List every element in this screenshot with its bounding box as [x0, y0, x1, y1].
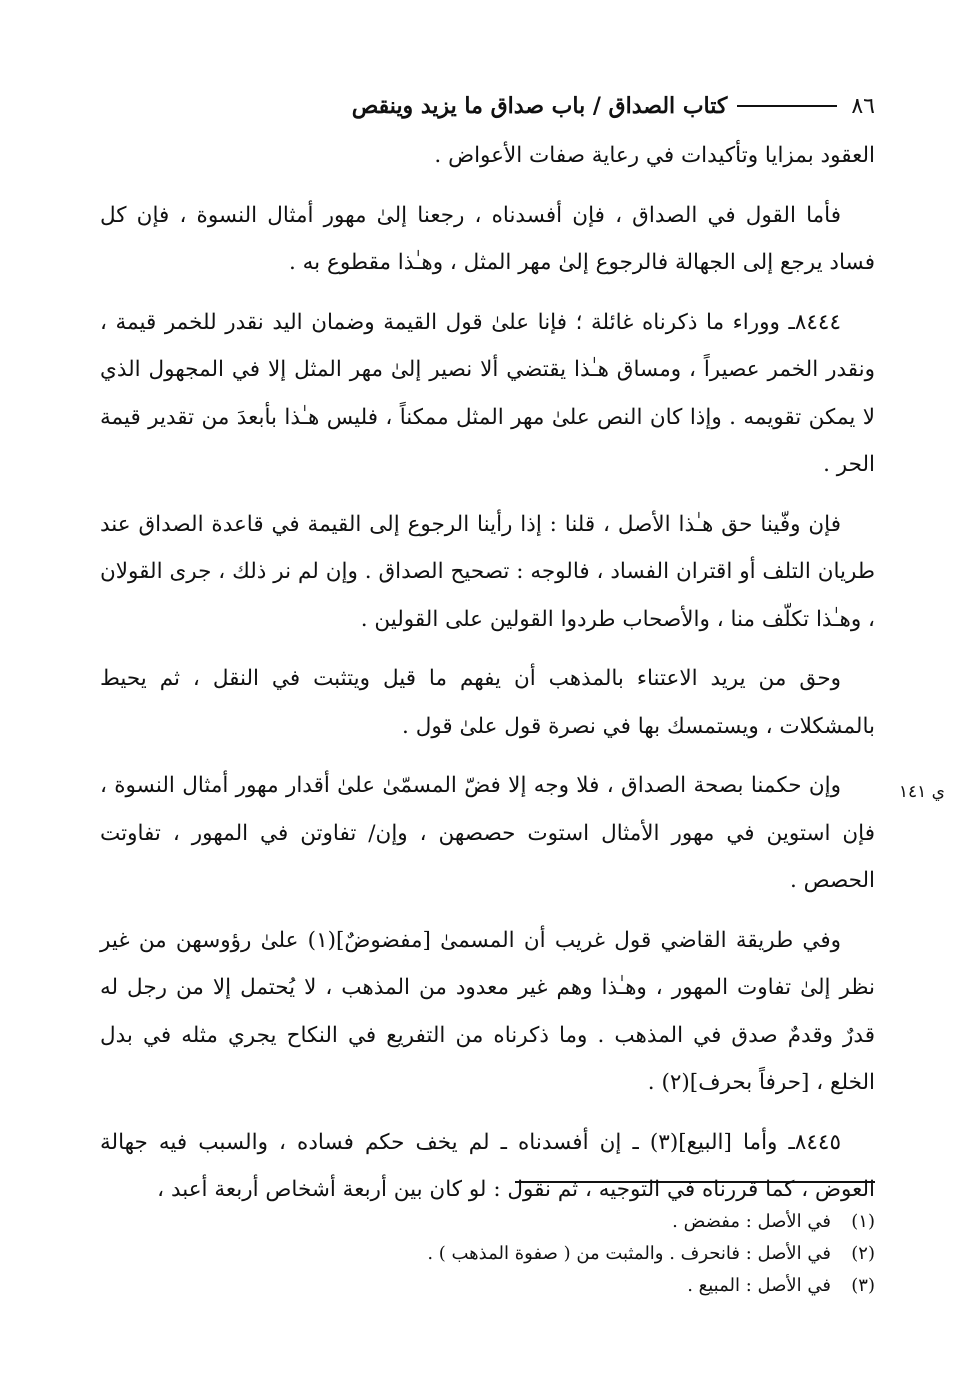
footnote-rule — [515, 1181, 875, 1183]
footnote-number: (٢) — [851, 1243, 875, 1264]
paragraph: فأما القول في الصداق ، فإن أفسدناه ، رجعنا إلىٰ مهور أمثال النسوة ، فإن كل فساد يرجع إلى الجهالة فالرجوع إلىٰ مهر المثل ، وهـٰذا مقطوع به . — [100, 202, 875, 275]
paragraph: وإن حكمنا بصحة الصداق ، فلا وجه إلا فضّ المسمّىٰ علىٰ أقدار مهور أمثال النسوة ، فإن استوين في مهور الأمثال استوت حصصهن ، وإن/ تفاوتن في المهور ، تفاوتت الحصص . — [100, 773, 875, 893]
paragraph: فإن وفّينا حق هـٰذا الأصل ، قلنا : إذا رأينا الرجوع إلى القيمة في قاعدة الصداق عند طريان التلف أو اقتران الفساد ، فالوجه : تصحيح الصداق . وإن لم نر ذلك ، جرى القولان ، وهـٰذا تكلّف منا ، والأصحاب طردوا القولين على القولين . — [100, 511, 875, 632]
footnote-item — [100, 1206, 875, 1238]
footnote-text: في الأصل : المبيع . — [687, 1275, 831, 1296]
paragraph: وفي طريقة القاضي قول غريب أن المسمىٰ [مفضوضٌ](١) علىٰ رؤوسهن من غير نظر إلىٰ تفاوت المهور ، وهـٰذا وهم غير معدود من المذهب ، لا يُحتمل إلا من رجل له قدرٌ وقدمٌ صدق في المذهب . وما ذكرناه من التفريع في النكاح يجري مثله في بدل الخلع ، [حرفاً بحرف](٢) . — [100, 927, 875, 1095]
running-title: كتاب الصداق / باب صداق ما يزيد وينقص — [351, 93, 728, 119]
paragraph: ٨٤٤٥ـ وأما [البيع](٣) ـ إن أفسدناه ـ لم يخف حكم فساده ، والسبب فيه جهالة العوض ، كما قررناه في التوجيه ، ثم نقول : لو كان بين أربعة أشخاص أربعة أعبد ، — [100, 1129, 875, 1202]
body-text — [100, 132, 875, 1226]
paragraph: العقود بمزايا وتأكيدات في رعاية صفات الأعواض . — [434, 143, 875, 168]
footnote-number: (١) — [851, 1211, 875, 1232]
margin-note: ي ١٤١ — [898, 782, 945, 802]
paragraph: ٨٤٤٤ـ ووراء ما ذكرناه غائلة ؛ فإنا علىٰ قول القيمة وضمان اليد نقدر للخمر قيمة ، ونقدر الخمر عصيراً ، ومساق هـٰذا يقتضي ألا نصير إلىٰ مهر المثل إلا في المجهول الذي لا يمكن تقويمه . وإذا كان النص علىٰ مهر المثل ممكناً ، فليس هـٰذا بأبعدَ من تقدير قيمة الحر . — [100, 309, 875, 477]
footnote-text: في الأصل : فانحرف . والمثبت من ( صفوة المذهب ) . — [427, 1243, 831, 1264]
footnote-number: (٣) — [851, 1275, 875, 1296]
footnote-text: في الأصل : مفضض . — [672, 1211, 831, 1232]
footnote-item — [100, 1270, 875, 1302]
footnotes — [100, 1206, 875, 1302]
paragraph: وحق من يريد الاعتناء بالمذهب أن يفهم ما قيل ويتثبت في النقل ، ثم يحيط بالمشكلات ، ويستمسك بها في نصرة قول علىٰ قول . — [100, 666, 875, 739]
header-rule — [737, 105, 837, 107]
page-number: ٨٦ — [851, 93, 875, 119]
page-header — [100, 88, 875, 124]
footnote-item — [100, 1238, 875, 1270]
